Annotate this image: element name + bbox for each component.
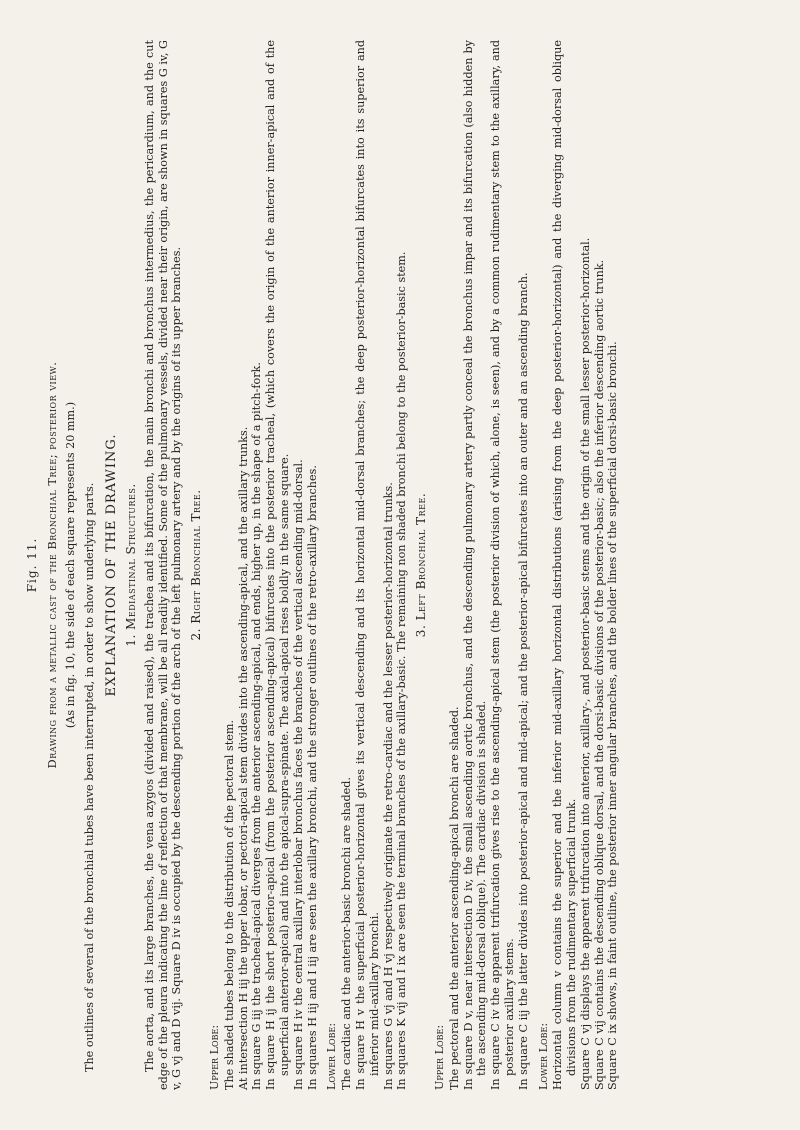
- list-item: Square C vij contains the descending oblique dorsal, and the dorsi-basic divisions of the posterior-basic; also the inferior descending aortic trunk.: [592, 259, 606, 1090]
- drawing-title: Drawing from a metallic cast of the Bronchial Tree; posterior view.: [44, 361, 59, 769]
- left-upper-lobe: [433, 40, 531, 1090]
- list-item: In square C iij the latter divides into posterior-apical and mid-apical; and the posterior-apical bifurcates into an outer and an ascending branch.: [516, 272, 530, 1090]
- list-item: In square C iv the apparent trifurcation gives rise to the ascending-apical stem (the posterior division of which, alone, is seen), and by a common rudimentary stem to the axillary, and posterior axillary stems.: [489, 40, 516, 1090]
- section-2-title: 2. Right Bronchial Tree.: [189, 489, 204, 641]
- list-item: In square G iij the tracheal-apical diverges from the anterior ascending-apical, and ends, higher up, in the shape of a pitch-fork.: [250, 362, 264, 1090]
- list-item: Square C vj displays the apparent trifurcation into anterior, axillary-, and posterior-basic stems and the origin of the small lesser posterior-horizontal.: [578, 237, 592, 1090]
- lobe-label: Lower Lobe:: [536, 1022, 550, 1090]
- section-1-text: The aorta, and its large branches, the vena azygos (divided and raised), the trachea and its bifurcation, the main bronchi and bronchus intermedius, the pericardium, and the cut edge of the pleura indicating the line of reflection of that membrane, will be all readily identified. Some of the pulmonary vessels, divided near their origin, are shown in squares G iv, G v, G vj and D vij. Square D iv is occupied by the descending portion of the arch of the left pulmonary artery and by the origins of its upper branches.: [142, 40, 184, 1090]
- list-item: The pectoral and the anterior ascending-apical bronchi are shaded.: [447, 706, 461, 1090]
- list-item: In square D v, near intersection D iv, the small ascending aortic bronchus, and the descending pulmonary artery partly conceal the bronchus impar and its bifurcation (also hidden by the ascending mid-dorsal oblique). The cardiac division is shaded.: [461, 40, 489, 1090]
- list-item: In squares K vij and I ix are seen the terminal branches of the axillary-basic. The remaining non shaded bronchi belong to the posterior-basic stem.: [395, 251, 409, 1090]
- explanation-title: EXPLANATION OF THE DRAWING.: [104, 433, 120, 697]
- list-item: Square C ix shows, in faint outline, the posterior inner angular branches, and the bolder lines of the superficial dorsi-basic bronchi.: [606, 341, 620, 1090]
- list-item: In square H iv the central axillary interlobar bronchus faces the branches of the vertical ascending mid-dorsal.: [291, 459, 305, 1090]
- lobe-label: Lower Lobe:: [325, 1022, 339, 1090]
- lobe-label: Upper Lobe:: [432, 1024, 446, 1090]
- intro-paragraph: The outlines of several of the bronchial tubes have been interrupted, in order to show underlying parts.: [83, 482, 97, 1072]
- list-item: In squares G vj and H vj respectively originate the retro-cardiac and the lesser posterior-horizontal trunks.: [381, 482, 395, 1090]
- section-3-title: 3. Left Bronchial Tree.: [414, 492, 429, 638]
- list-item: The cardiac and the anterior-basic bronchi are shaded.: [340, 777, 354, 1090]
- list-item: At intersection H iij the upper lobar, or pectori-apical stem divides into the ascending-apical, and the axillary trunks.: [236, 426, 250, 1090]
- list-item: In squares H iij and I iij are seen the axillary bronchi, and the stronger outlines of the retro-axillary branches.: [305, 465, 319, 1090]
- lobe-label: Upper Lobe:: [207, 1024, 221, 1090]
- left-lower-lobe: [537, 40, 621, 1090]
- figure-label: Fig. 11.: [25, 537, 39, 593]
- section-1-title: 1. Mediastinal Structures.: [123, 483, 138, 647]
- list-item: In square H ij the short posterior-apical (from the posterior ascending-apical) bifurcates into the posterior tracheal, (which covers the origin of the anterior inner-apical and of the superficial anterior-apical) and into the apical-supra-spinate. The axial-apical rises boldly in the same square.: [264, 40, 291, 1090]
- scale-note: (As in fig. 10, the side of each square represents 20 mm.): [63, 401, 77, 729]
- list-item: The shaded tubes belong to the distribution of the pectoral stem.: [222, 719, 236, 1090]
- rotated-page: [22, 40, 772, 1090]
- right-upper-lobe: [208, 40, 319, 1090]
- list-item: Horizontal column v contains the superior and the inferior mid-axillary horizontal distributions (arising from the deep posterior-horizontal) and the diverging mid-dorsal oblique divisions from the rudimentary superficial trunk.: [551, 40, 579, 1090]
- right-lower-lobe: [325, 40, 409, 1090]
- list-item: In square H v the superficial posterior-horizontal gives its vertical descending and its horizontal mid-dorsal branches; the deep posterior-horizontal bifurcates into its superior and inferior mid-axillary bronchi.: [353, 40, 381, 1090]
